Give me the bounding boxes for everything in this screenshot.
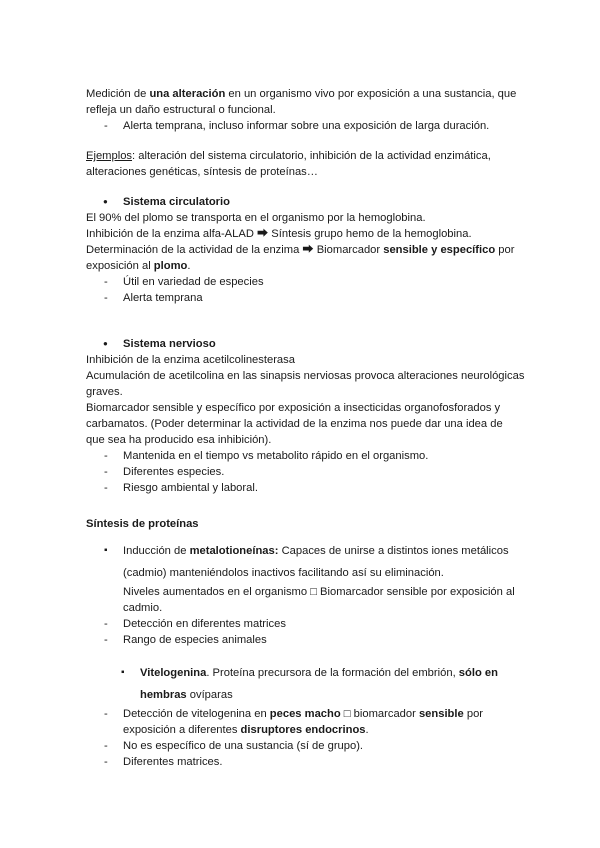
nervioso-line-6: que sea ha producido esa inhibición). xyxy=(86,434,272,446)
ejemplos-line-1: Ejemplos: alteración del sistema circulatorio, inhibición de la actividad enzimática, xyxy=(86,150,491,162)
nervioso-line-3: graves. xyxy=(86,386,123,398)
sintesis-item-1: ▪ Inducción de metalotioneínas: Capaces de unirse a distintos iones metálicos xyxy=(86,540,526,562)
sintesis-dash-item: - Rango de especies animales xyxy=(86,632,526,648)
vitelogenina-dash-item: - Detección de vitelogenina en peces macho □ biomarcador sensible por xyxy=(86,706,526,722)
sintesis-dash-item: - Detección en diferentes matrices xyxy=(86,616,526,632)
circulatorio-line-4: exposición al plomo. xyxy=(86,260,191,272)
intro-line-1: Medición de una alteración en un organismo vivo por exposición a una sustancia, que xyxy=(86,88,517,100)
circulatorio-dash-item: - Útil en variedad de especies xyxy=(86,274,526,290)
circulatorio-line-3: Determinación de la actividad de la enzima ⮕ Biomarcador sensible y específico por xyxy=(86,244,515,256)
intro-dash-item: - Alerta temprana, incluso informar sobre una exposición de larga duración. xyxy=(86,118,526,134)
circulatorio-line-1: El 90% del plomo se transporta en el organismo por la hemoglobina. xyxy=(86,212,426,224)
sintesis-item-1-line-4: cadmio. xyxy=(123,602,163,614)
vitelogenina-item-line-2: hembras ovíparas xyxy=(140,689,233,701)
vitelogenina-dash-item-line-2: exposición a diferentes disruptores endocrinos. xyxy=(123,724,369,736)
vitelogenina-dash-item: - Diferentes matrices. xyxy=(86,754,526,770)
nervioso-line-5: carbamatos. (Poder determinar la actividad de la enzima nos puede dar una idea de xyxy=(86,418,503,430)
nervioso-line-2: Acumulación de acetilcolina en las sinapsis nerviosas provoca alteraciones neurológicas xyxy=(86,370,525,382)
sintesis-item-1-line-3: Niveles aumentados en el organismo □ Biomarcador sensible por exposición al xyxy=(123,586,515,598)
nervioso-dash-item: - Riesgo ambiental y laboral. xyxy=(86,480,526,496)
circulatorio-dash-item: - Alerta temprana xyxy=(86,290,526,306)
ejemplos-line-2: alteraciones genéticas, síntesis de proteínas… xyxy=(86,166,318,178)
sintesis-heading: Síntesis de proteínas xyxy=(86,518,199,530)
sintesis-item-1-line-2: (cadmio) manteniéndolos inactivos facilitando así su eliminación. xyxy=(123,567,444,579)
nervioso-line-4: Biomarcador sensible y específico por exposición a insecticidas organofosforados y xyxy=(86,402,501,414)
circulatorio-heading: ● Sistema circulatorio xyxy=(86,194,526,210)
nervioso-dash-item: - Diferentes especies. xyxy=(86,464,526,480)
document-page xyxy=(86,86,526,770)
vitelogenina-item: ▪ Vitelogenina. Proteína precursora de la formación del embrión, sólo en xyxy=(86,662,526,684)
nervioso-dash-item: - Mantenida en el tiempo vs metabolito rápido en el organismo. xyxy=(86,448,526,464)
nervioso-heading: ● Sistema nervioso xyxy=(86,336,526,352)
nervioso-line-1: Inhibición de la enzima acetilcolinesterasa xyxy=(86,354,295,366)
circulatorio-line-2: Inhibición de la enzima alfa-ALAD ⮕ Síntesis grupo hemo de la hemoglobina. xyxy=(86,228,472,240)
intro-line-2: refleja un daño estructural o funcional. xyxy=(86,104,276,116)
vitelogenina-dash-item: - No es específico de una sustancia (sí de grupo). xyxy=(86,738,526,754)
ejemplos-label: Ejemplos xyxy=(86,150,133,162)
